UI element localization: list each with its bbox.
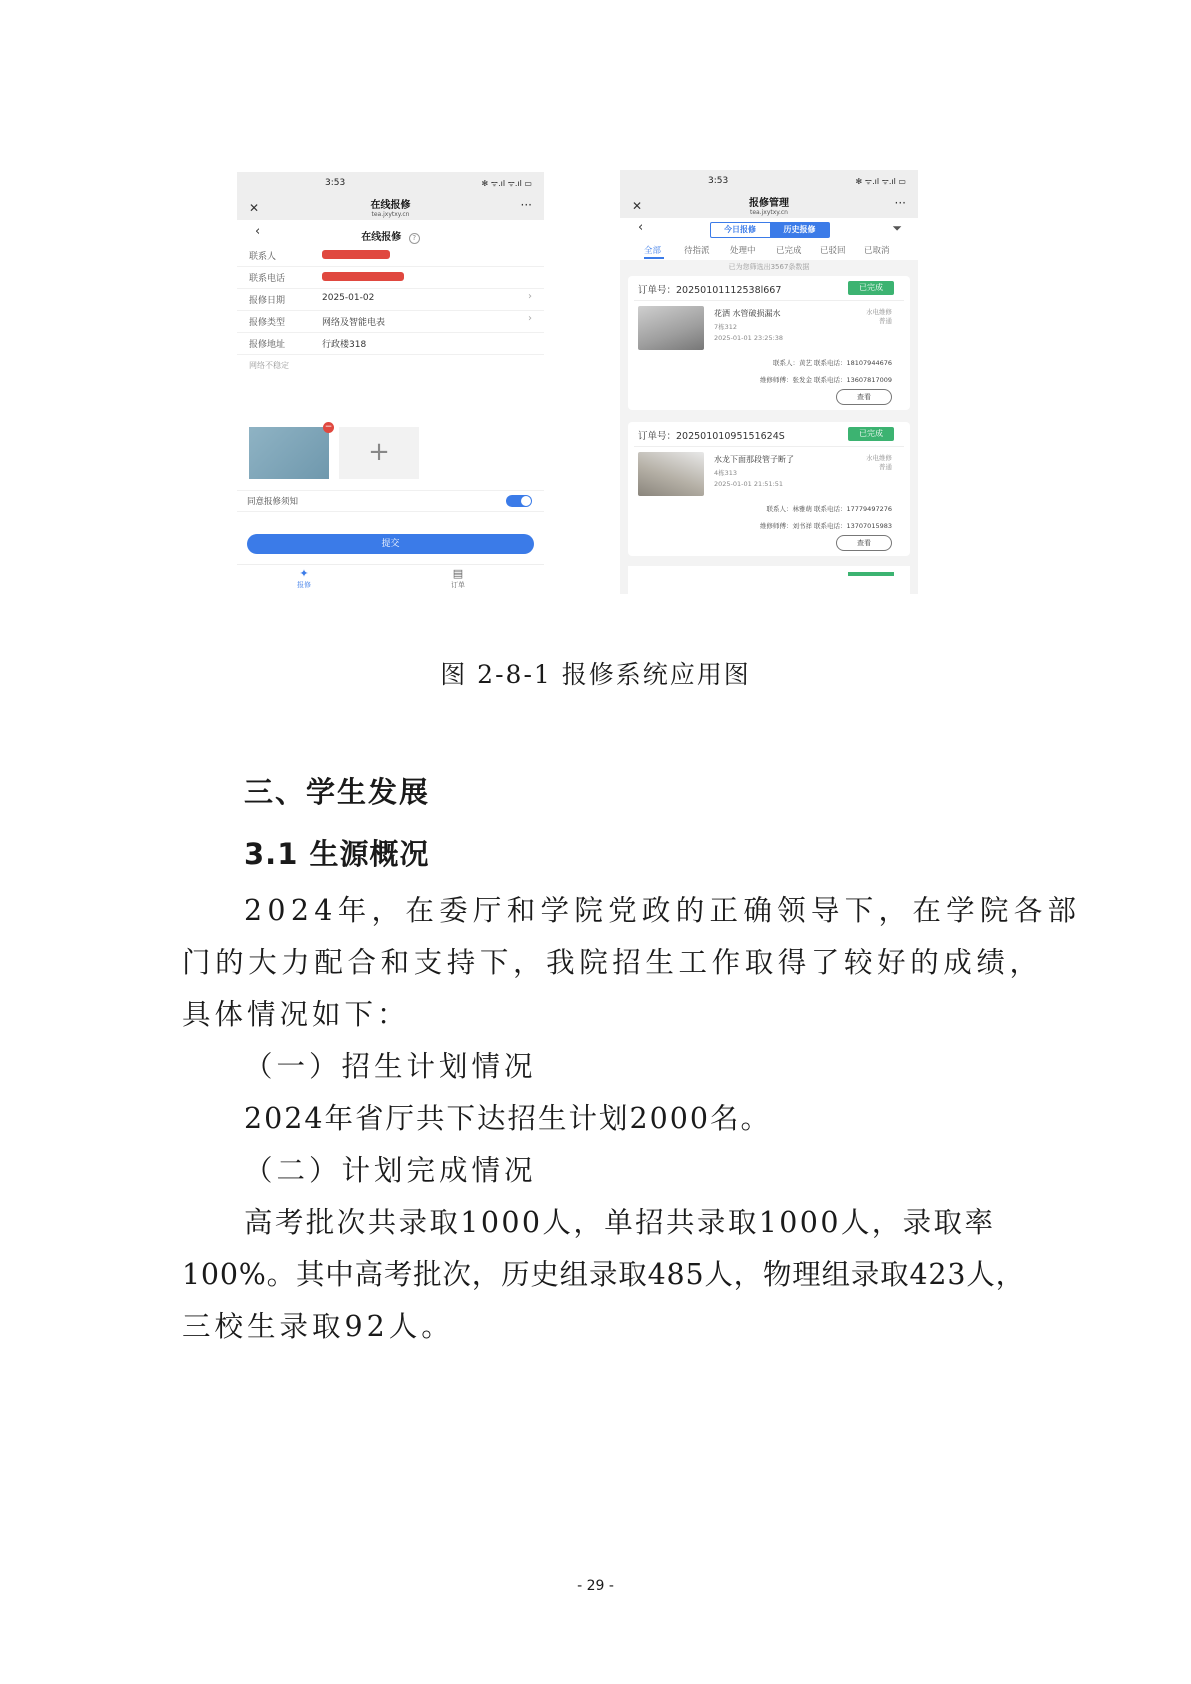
- tab-orders[interactable]: ▤ 订单: [451, 567, 465, 589]
- chevron-right-icon: ›: [528, 291, 532, 302]
- order-contact: 联系人：黄艺 联系电话：18107944676: [772, 359, 892, 367]
- agree-toggle[interactable]: [506, 495, 532, 507]
- filter-active-underline: [644, 257, 664, 259]
- field-date[interactable]: 报修日期 2025-01-02 ›: [237, 288, 544, 311]
- nav-bar: [237, 194, 544, 220]
- paragraph-line: 2024年省厅共下达招生计划2000名。: [244, 1102, 772, 1135]
- paragraph-line: 2024年，在委厅和学院党政的正确领导下，在学院各部: [244, 894, 1082, 927]
- filter-cancelled[interactable]: 已取消: [864, 246, 890, 256]
- nav-title: 在线报修: [370, 200, 411, 211]
- subsection-heading: 3.1 生源概况: [244, 837, 430, 871]
- field-phone[interactable]: 联系电话: [237, 266, 544, 289]
- agree-label: 同意报修须知: [247, 497, 299, 507]
- paragraph-line: （二）计划完成情况: [244, 1154, 537, 1187]
- order-room: 4栋313: [714, 469, 738, 477]
- result-summary: 已为您筛选出3567条数据: [728, 263, 810, 271]
- help-icon[interactable]: ?: [409, 233, 420, 244]
- order-number: 订单号：20250101112538l667: [638, 285, 782, 296]
- divider: [634, 300, 904, 301]
- agree-row: [237, 490, 544, 512]
- back-icon[interactable]: ‹: [638, 220, 644, 235]
- status-bar: [620, 170, 918, 192]
- filter-icon[interactable]: ⏷: [892, 221, 902, 235]
- delete-photo-icon[interactable]: −: [324, 422, 333, 432]
- right-phone-screenshot: [620, 170, 918, 594]
- status-badge: 已完成: [848, 427, 894, 441]
- nav-bar: [620, 192, 918, 218]
- field-type[interactable]: 报修类型 网络及智能电表 ›: [237, 310, 544, 333]
- order-card[interactable]: [628, 422, 910, 556]
- page-number: - 29 -: [577, 1578, 614, 1594]
- order-description: 花洒 水管破损漏水: [714, 309, 781, 318]
- order-contact: 联系人：林雅萌 联系电话：17779497276: [766, 505, 892, 513]
- status-time: 3:53: [325, 178, 346, 188]
- order-card[interactable]: [628, 276, 910, 410]
- filter-processing[interactable]: 处理中: [730, 246, 756, 256]
- submit-button[interactable]: 提交: [247, 534, 534, 554]
- order-description: 水龙下面那段管子断了: [714, 455, 794, 464]
- nav-url: tea.jxytxy.cn: [371, 211, 410, 218]
- filter-done[interactable]: 已完成: [776, 246, 802, 256]
- paragraph-line: 门的大力配合和支持下，我院招生工作取得了较好的成绩，: [182, 946, 1043, 979]
- pin-icon: ✦: [299, 567, 309, 580]
- figure-caption: 图 2-8-1 报修系统应用图: [440, 660, 751, 689]
- left-phone-screenshot: [237, 172, 544, 596]
- order-room: 7栋312: [714, 323, 738, 331]
- paragraph-line: 三校生录取92人。: [182, 1310, 454, 1343]
- tab-today[interactable]: 今日报修: [724, 225, 756, 234]
- view-button[interactable]: 查看: [836, 389, 892, 405]
- order-time: 2025-01-01 21:51:51: [714, 480, 784, 488]
- uploaded-photo[interactable]: [249, 427, 329, 479]
- order-photo[interactable]: [638, 452, 704, 496]
- order-number: 订单号：20250101095151624S: [638, 431, 785, 442]
- filter-pending[interactable]: 待指派: [684, 246, 710, 256]
- divider: [634, 446, 904, 447]
- section-heading: 三、学生发展: [244, 775, 431, 809]
- back-icon[interactable]: ‹: [255, 224, 261, 239]
- description-field[interactable]: 网络不稳定: [249, 361, 289, 370]
- nav-url: tea.jxytxy.cn: [749, 209, 788, 216]
- view-button[interactable]: 查看: [836, 535, 892, 551]
- order-photo[interactable]: [638, 306, 704, 350]
- filter-all[interactable]: 全部: [644, 246, 662, 256]
- more-icon[interactable]: ···: [520, 198, 532, 212]
- nav-title: 报修管理: [749, 198, 789, 209]
- paragraph-line: 高考批次共录取1000人，单招共录取1000人，录取率: [244, 1206, 996, 1239]
- next-order-peek: [628, 566, 910, 594]
- order-worker: 维修师傅：张发金 联系电话：13607817009: [759, 376, 892, 384]
- status-badge: 已完成: [848, 281, 894, 295]
- tab-repair[interactable]: ✦ 报修: [297, 567, 311, 589]
- field-address[interactable]: 报修地址 行政楼318: [237, 332, 544, 355]
- order-icon: ▤: [452, 567, 464, 580]
- paragraph-line: （一）招生计划情况: [244, 1050, 537, 1083]
- status-time: 3:53: [708, 176, 729, 186]
- filter-rejected[interactable]: 已驳回: [820, 246, 846, 256]
- order-category: 水电维修 普通: [866, 308, 892, 325]
- tab-history[interactable]: 历史报修: [770, 223, 829, 237]
- order-worker: 维修师傅：刘书祥 联系电话：13707015983: [759, 522, 892, 530]
- date-toggle: [710, 222, 830, 238]
- redaction-mark: [322, 250, 390, 259]
- more-icon[interactable]: ···: [894, 196, 906, 210]
- redaction-mark: [322, 272, 404, 281]
- close-icon[interactable]: ✕: [632, 199, 643, 213]
- field-contact[interactable]: 联系人: [237, 244, 544, 267]
- order-time: 2025-01-01 23:25:38: [714, 334, 784, 342]
- paragraph-line: 100%。其中高考批次，历史组录取485人，物理组录取423人，: [182, 1258, 1025, 1291]
- status-bar: [237, 172, 544, 194]
- status-icons: ✻ ᯤ.ıl ᯤ.ıl ▭: [855, 177, 906, 186]
- close-icon[interactable]: ✕: [249, 201, 260, 215]
- tab-bar: [237, 564, 544, 596]
- status-icons: ✻ ᯤ.ıl ᯤ.ıl ▭: [481, 179, 532, 188]
- order-category: 水电维修 普通: [866, 454, 892, 471]
- chevron-right-icon: ›: [528, 313, 532, 324]
- page-title: 在线报修 ?: [237, 228, 544, 244]
- paragraph-line: 具体情况如下：: [182, 998, 410, 1031]
- add-photo-button[interactable]: +: [339, 427, 419, 479]
